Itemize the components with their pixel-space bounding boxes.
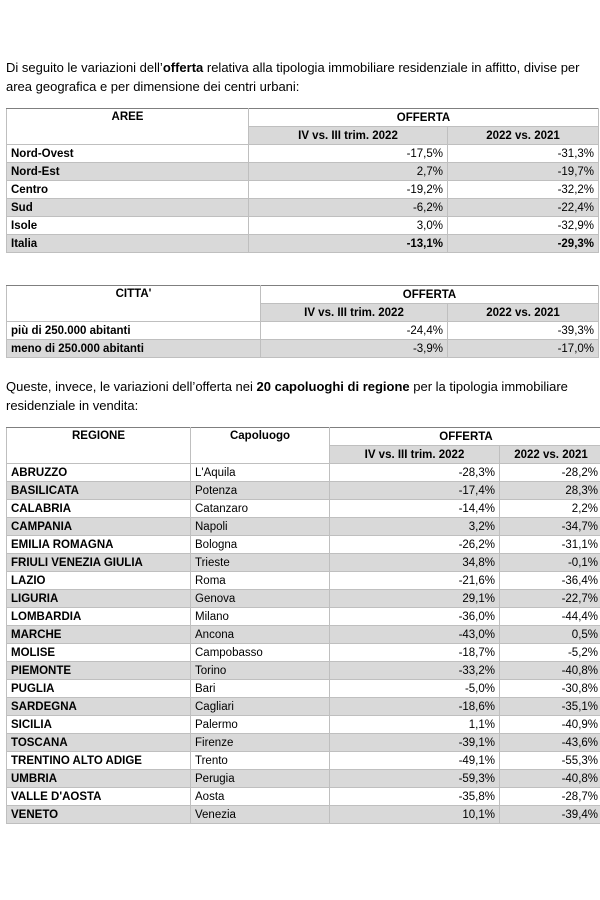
intro-rent-pre: Di seguito le variazioni dell’ <box>6 60 163 75</box>
table-row <box>7 235 599 253</box>
region-name: CALABRIA <box>7 500 191 518</box>
table-row <box>7 806 600 824</box>
region-name: VALLE D'AOSTA <box>7 788 191 806</box>
table-row <box>7 181 599 199</box>
city-quarter-value: -24,4% <box>261 322 448 340</box>
region-name: MOLISE <box>7 644 191 662</box>
region-capital: Bari <box>191 680 330 698</box>
region-name: MARCHE <box>7 626 191 644</box>
areas-subheader-quarter: IV vs. III trim. 2022 <box>249 127 448 145</box>
cities-subheader-year: 2022 vs. 2021 <box>448 304 599 322</box>
region-year-value: -36,4% <box>500 572 600 590</box>
region-year-value: -43,6% <box>500 734 600 752</box>
table-row <box>7 340 599 358</box>
area-label: Isole <box>7 217 249 235</box>
region-name: PUGLIA <box>7 680 191 698</box>
region-name: FRIULI VENEZIA GIULIA <box>7 554 191 572</box>
regions-group-label: OFFERTA <box>330 428 600 446</box>
region-year-value: -40,8% <box>500 770 600 788</box>
region-capital: Campobasso <box>191 644 330 662</box>
region-capital: Venezia <box>191 806 330 824</box>
region-name: PIEMONTE <box>7 662 191 680</box>
region-year-value: 2,2% <box>500 500 600 518</box>
intro-sale-pre: Queste, invece, le variazioni dell’offerta nei <box>6 379 257 394</box>
area-year-value: -32,9% <box>448 217 599 235</box>
table-row <box>7 680 600 698</box>
table-row <box>7 788 600 806</box>
region-quarter-value: -14,4% <box>330 500 500 518</box>
intro-rent-post: relativa alla tipologia immobiliare residenziale in affitto, divise per area geografica e per dimensione dei centri urbani: <box>6 60 580 94</box>
table-row <box>7 770 600 788</box>
region-quarter-value: -26,2% <box>330 536 500 554</box>
region-year-value: -5,2% <box>500 644 600 662</box>
city-size-label: più di 250.000 abitanti <box>7 322 261 340</box>
areas-table-body <box>7 145 599 253</box>
areas-header-row <box>7 109 599 127</box>
intro-paragraph-rent <box>6 58 596 96</box>
region-year-value: -34,7% <box>500 518 600 536</box>
table-row <box>7 608 600 626</box>
cities-col-label: CITTA' <box>7 286 261 322</box>
regions-table-body <box>7 464 600 824</box>
area-label: Nord-Ovest <box>7 145 249 163</box>
region-year-value: -31,1% <box>500 536 600 554</box>
region-quarter-value: -59,3% <box>330 770 500 788</box>
region-year-value: -55,3% <box>500 752 600 770</box>
region-quarter-value: -18,7% <box>330 644 500 662</box>
region-quarter-value: 34,8% <box>330 554 500 572</box>
area-quarter-value: 3,0% <box>249 217 448 235</box>
region-year-value: 28,3% <box>500 482 600 500</box>
region-name: BASILICATA <box>7 482 191 500</box>
region-name: LAZIO <box>7 572 191 590</box>
region-quarter-value: -28,3% <box>330 464 500 482</box>
region-name: SARDEGNA <box>7 698 191 716</box>
region-year-value: -0,1% <box>500 554 600 572</box>
areas-subheader-year: 2022 vs. 2021 <box>448 127 599 145</box>
area-year-value: -22,4% <box>448 199 599 217</box>
region-name: LIGURIA <box>7 590 191 608</box>
region-year-value: -44,4% <box>500 608 600 626</box>
table-row <box>7 500 600 518</box>
region-name: CAMPANIA <box>7 518 191 536</box>
region-name: SICILIA <box>7 716 191 734</box>
regions-header-row <box>7 428 600 446</box>
city-year-value: -17,0% <box>448 340 599 358</box>
table-row <box>7 554 600 572</box>
region-capital: Milano <box>191 608 330 626</box>
regions-table <box>6 427 600 824</box>
table-row <box>7 322 599 340</box>
table-row <box>7 536 600 554</box>
area-year-value: -32,2% <box>448 181 599 199</box>
table-row <box>7 482 600 500</box>
area-quarter-value: -13,1% <box>249 235 448 253</box>
area-label: Centro <box>7 181 249 199</box>
table-row <box>7 752 600 770</box>
table-row <box>7 145 599 163</box>
region-year-value: -30,8% <box>500 680 600 698</box>
intro-sale-bold: 20 capoluoghi di regione <box>256 379 410 394</box>
region-quarter-value: -17,4% <box>330 482 500 500</box>
region-quarter-value: -18,6% <box>330 698 500 716</box>
regions-col-capital: Capoluogo <box>191 428 330 464</box>
region-quarter-value: -36,0% <box>330 608 500 626</box>
table-row <box>7 626 600 644</box>
region-year-value: -28,2% <box>500 464 600 482</box>
table-row <box>7 698 600 716</box>
region-capital: Perugia <box>191 770 330 788</box>
region-capital: Catanzaro <box>191 500 330 518</box>
region-year-value: -28,7% <box>500 788 600 806</box>
region-capital: Palermo <box>191 716 330 734</box>
areas-col-label: AREE <box>7 109 249 145</box>
city-size-label: meno di 250.000 abitanti <box>7 340 261 358</box>
region-capital: Bologna <box>191 536 330 554</box>
area-quarter-value: -17,5% <box>249 145 448 163</box>
regions-col-region: REGIONE <box>7 428 191 464</box>
region-quarter-value: -43,0% <box>330 626 500 644</box>
city-year-value: -39,3% <box>448 322 599 340</box>
region-name: UMBRIA <box>7 770 191 788</box>
region-year-value: -39,4% <box>500 806 600 824</box>
region-quarter-value: -5,0% <box>330 680 500 698</box>
intro-rent-bold: offerta <box>162 60 204 75</box>
region-year-value: -22,7% <box>500 590 600 608</box>
region-quarter-value: 3,2% <box>330 518 500 536</box>
cities-table <box>6 285 599 358</box>
region-capital: L'Aquila <box>191 464 330 482</box>
region-quarter-value: -33,2% <box>330 662 500 680</box>
region-quarter-value: 1,1% <box>330 716 500 734</box>
table-row <box>7 590 600 608</box>
region-year-value: -35,1% <box>500 698 600 716</box>
region-quarter-value: -49,1% <box>330 752 500 770</box>
area-year-value: -31,3% <box>448 145 599 163</box>
regions-subheader-quarter: IV vs. III trim. 2022 <box>330 446 500 464</box>
region-capital: Napoli <box>191 518 330 536</box>
areas-table <box>6 108 599 253</box>
region-name: ABRUZZO <box>7 464 191 482</box>
table-row <box>7 464 600 482</box>
cities-table-body <box>7 322 599 358</box>
intro-sale-post: per la tipologia immobiliare residenziale in vendita: <box>6 379 568 413</box>
region-capital: Genova <box>191 590 330 608</box>
table-row <box>7 518 600 536</box>
city-quarter-value: -3,9% <box>261 340 448 358</box>
area-label: Nord-Est <box>7 163 249 181</box>
table-row <box>7 572 600 590</box>
region-capital: Trento <box>191 752 330 770</box>
table-row <box>7 217 599 235</box>
area-year-value: -29,3% <box>448 235 599 253</box>
regions-subheader-year: 2022 vs. 2021 <box>500 446 600 464</box>
region-quarter-value: -21,6% <box>330 572 500 590</box>
region-name: EMILIA ROMAGNA <box>7 536 191 554</box>
region-capital: Ancona <box>191 626 330 644</box>
area-quarter-value: -19,2% <box>249 181 448 199</box>
cities-group-label: OFFERTA <box>261 286 599 304</box>
region-capital: Cagliari <box>191 698 330 716</box>
area-quarter-value: -6,2% <box>249 199 448 217</box>
table-row <box>7 662 600 680</box>
cities-header-row <box>7 286 599 304</box>
region-year-value: -40,8% <box>500 662 600 680</box>
region-name: LOMBARDIA <box>7 608 191 626</box>
region-capital: Roma <box>191 572 330 590</box>
region-capital: Aosta <box>191 788 330 806</box>
region-capital: Trieste <box>191 554 330 572</box>
region-quarter-value: -39,1% <box>330 734 500 752</box>
region-quarter-value: -35,8% <box>330 788 500 806</box>
intro-paragraph-sale <box>6 377 596 415</box>
table-row <box>7 644 600 662</box>
table-row <box>7 163 599 181</box>
region-year-value: -40,9% <box>500 716 600 734</box>
region-quarter-value: 10,1% <box>330 806 500 824</box>
table-row <box>7 734 600 752</box>
area-label: Italia <box>7 235 249 253</box>
region-year-value: 0,5% <box>500 626 600 644</box>
region-name: TRENTINO ALTO ADIGE <box>7 752 191 770</box>
region-quarter-value: 29,1% <box>330 590 500 608</box>
table-row <box>7 716 600 734</box>
cities-subheader-quarter: IV vs. III trim. 2022 <box>261 304 448 322</box>
region-capital: Firenze <box>191 734 330 752</box>
region-name: VENETO <box>7 806 191 824</box>
region-name: TOSCANA <box>7 734 191 752</box>
area-year-value: -19,7% <box>448 163 599 181</box>
region-capital: Potenza <box>191 482 330 500</box>
region-capital: Torino <box>191 662 330 680</box>
table-row <box>7 199 599 217</box>
areas-group-label: OFFERTA <box>249 109 599 127</box>
area-label: Sud <box>7 199 249 217</box>
area-quarter-value: 2,7% <box>249 163 448 181</box>
